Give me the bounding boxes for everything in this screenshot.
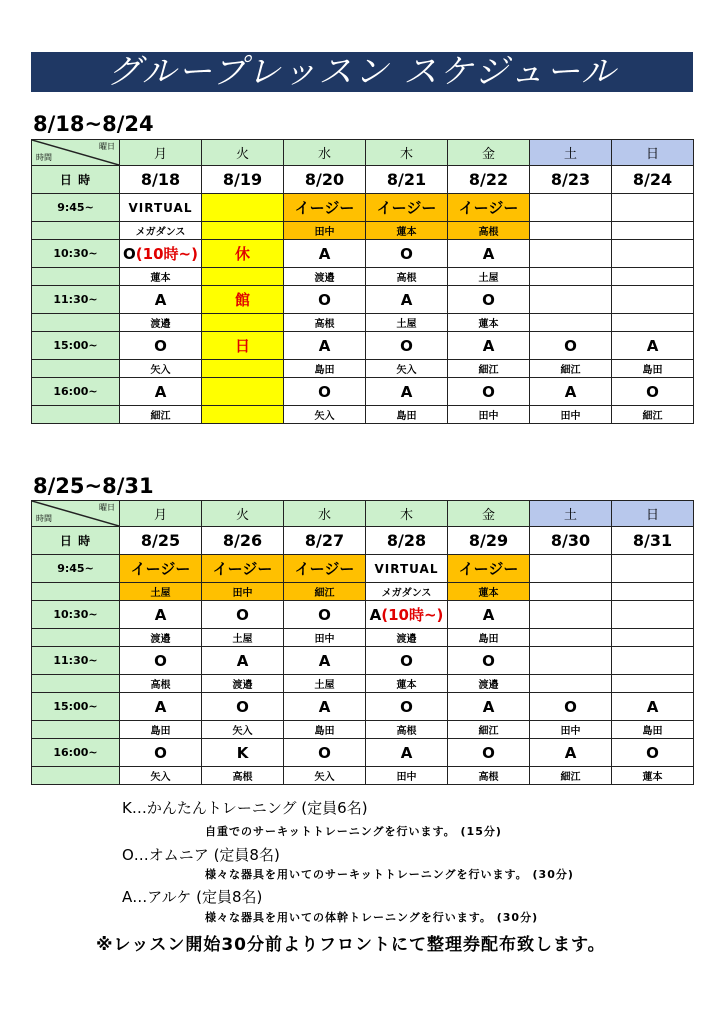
class-code: A <box>400 382 413 401</box>
date-cell: 8/19 <box>202 166 284 194</box>
instructor-cell: 島田 <box>366 406 448 424</box>
class-code: O <box>646 743 659 762</box>
class-code: A <box>400 290 413 309</box>
class-code: O <box>564 336 577 355</box>
class-cell <box>284 378 366 406</box>
class-code: イージー <box>458 560 519 578</box>
instructor-cell: 細江 <box>284 583 366 601</box>
class-code: O <box>482 743 495 762</box>
instructor-row <box>32 268 694 286</box>
corner-time-label: 時間 <box>36 153 52 162</box>
class-row <box>32 647 694 675</box>
instructor-cell: 土屋 <box>202 629 284 647</box>
class-cell <box>202 555 284 583</box>
time-spacer-cell <box>32 360 120 378</box>
class-cell <box>612 378 694 406</box>
corner-cell <box>32 140 120 166</box>
class-cell <box>448 693 530 721</box>
time-cell: 15:00~ <box>32 693 120 721</box>
class-cell <box>284 286 366 314</box>
empty-instructor-cell <box>612 629 694 647</box>
class-cell <box>120 378 202 406</box>
weekday-cell: 月 <box>120 140 202 166</box>
time-cell: 10:30~ <box>32 240 120 268</box>
weekday-header-row <box>32 501 694 527</box>
empty-class-cell <box>530 601 612 629</box>
class-code: O <box>154 336 167 355</box>
page-title: グループレッスン スケジュール <box>31 52 693 92</box>
class-code: O <box>123 245 136 263</box>
class-cell <box>366 693 448 721</box>
empty-instructor-cell <box>530 675 612 693</box>
empty-class-cell <box>612 194 694 222</box>
class-code: O <box>318 743 331 762</box>
class-code: イージー <box>294 560 355 578</box>
empty-class-cell <box>530 194 612 222</box>
time-spacer-cell <box>32 222 120 240</box>
class-code: VIRTUAL <box>374 561 439 576</box>
weekday-cell: 火 <box>202 140 284 166</box>
class-cell <box>120 601 202 629</box>
class-cell <box>448 194 530 222</box>
time-spacer-cell <box>32 629 120 647</box>
instructor-row <box>32 406 694 424</box>
instructor-cell: 蓮本 <box>120 268 202 286</box>
class-code: A <box>154 382 167 401</box>
class-cell <box>530 378 612 406</box>
instructor-cell: 渡邉 <box>448 675 530 693</box>
instructor-cell: 島田 <box>120 721 202 739</box>
instructor-cell: 田中 <box>530 721 612 739</box>
class-row <box>32 286 694 314</box>
class-cell <box>366 555 448 583</box>
class-cell <box>366 240 448 268</box>
time-cell: 16:00~ <box>32 378 120 406</box>
empty-instructor-cell <box>530 629 612 647</box>
class-code: O <box>564 697 577 716</box>
empty-class-cell <box>612 601 694 629</box>
corner-time-label: 時間 <box>36 514 52 523</box>
instructor-cell: 細江 <box>120 406 202 424</box>
class-cell <box>448 555 530 583</box>
class-cell <box>284 601 366 629</box>
instructor-cell: 高根 <box>284 314 366 332</box>
class-code: O <box>482 290 495 309</box>
class-code: イージー <box>212 560 273 578</box>
time-cell: 16:00~ <box>32 739 120 767</box>
class-cell <box>120 240 202 268</box>
class-code: O <box>646 382 659 401</box>
instructor-row <box>32 222 694 240</box>
instructor-row <box>32 721 694 739</box>
class-cell <box>530 739 612 767</box>
class-code: A <box>400 743 413 762</box>
empty-instructor-cell <box>612 268 694 286</box>
week1-schedule-table <box>31 139 694 424</box>
class-cell <box>284 240 366 268</box>
class-code: O <box>154 743 167 762</box>
instructor-cell: 田中 <box>284 222 366 240</box>
instructor-cell: 高根 <box>366 721 448 739</box>
instructor-cell: 細江 <box>448 360 530 378</box>
date-cell: 8/25 <box>120 527 202 555</box>
time-cell: 11:30~ <box>32 647 120 675</box>
class-code: O <box>482 382 495 401</box>
empty-instructor-cell <box>612 314 694 332</box>
class-cell <box>530 693 612 721</box>
class-code: 休 <box>234 245 250 263</box>
class-row <box>32 739 694 767</box>
instructor-cell: 矢入 <box>284 767 366 785</box>
instructor-cell: 田中 <box>530 406 612 424</box>
empty-class-cell <box>612 647 694 675</box>
date-row <box>32 527 694 555</box>
time-spacer-cell <box>32 406 120 424</box>
instructor-cell: 土屋 <box>448 268 530 286</box>
empty-class-cell <box>530 286 612 314</box>
date-cell: 8/21 <box>366 166 448 194</box>
class-code: O <box>154 651 167 670</box>
instructor-row <box>32 360 694 378</box>
time-spacer-cell <box>32 314 120 332</box>
class-cell <box>202 647 284 675</box>
class-code: A <box>318 651 331 670</box>
class-code: O <box>318 382 331 401</box>
instructor-cell: 蓮本 <box>366 222 448 240</box>
class-code: A <box>482 697 495 716</box>
class-cell <box>612 739 694 767</box>
date-cell: 8/28 <box>366 527 448 555</box>
week1-label: 8/18~8/24 <box>33 112 154 136</box>
class-cell <box>202 601 284 629</box>
class-row <box>32 601 694 629</box>
date-cell: 8/23 <box>530 166 612 194</box>
class-code: O <box>400 244 413 263</box>
class-cell <box>202 693 284 721</box>
empty-instructor-cell <box>530 314 612 332</box>
instructor-cell: 田中 <box>366 767 448 785</box>
legend-k-title: K…かんたんトレーニング (定員6名) <box>122 799 368 817</box>
class-cell <box>448 286 530 314</box>
empty-instructor-cell <box>202 222 284 240</box>
class-cell <box>284 693 366 721</box>
date-cell: 8/31 <box>612 527 694 555</box>
empty-class-cell <box>612 286 694 314</box>
weekday-header-row <box>32 140 694 166</box>
class-code: A <box>318 336 331 355</box>
time-spacer-cell <box>32 767 120 785</box>
instructor-row <box>32 629 694 647</box>
class-code: 日 <box>234 337 250 355</box>
instructor-cell: 渡邉 <box>202 675 284 693</box>
instructor-cell: 細江 <box>612 406 694 424</box>
class-cell <box>120 647 202 675</box>
instructor-cell: 細江 <box>448 721 530 739</box>
class-cell <box>612 332 694 360</box>
time-cell: 9:45~ <box>32 555 120 583</box>
instructor-cell: 田中 <box>284 629 366 647</box>
class-code: O <box>482 651 495 670</box>
empty-instructor-cell <box>612 583 694 601</box>
instructor-row <box>32 583 694 601</box>
empty-class-cell <box>530 647 612 675</box>
class-code: A <box>318 697 331 716</box>
class-cell <box>366 286 448 314</box>
class-cell <box>448 240 530 268</box>
instructor-cell: 島田 <box>612 721 694 739</box>
weekday-cell: 土 <box>530 501 612 527</box>
empty-instructor-cell <box>530 268 612 286</box>
class-cell <box>202 240 284 268</box>
empty-instructor-cell <box>612 675 694 693</box>
empty-class-cell <box>202 194 284 222</box>
class-cell <box>448 647 530 675</box>
empty-class-cell <box>530 240 612 268</box>
class-cell <box>120 194 202 222</box>
weekday-cell: 木 <box>366 501 448 527</box>
start-10am-note: (10時~) <box>135 245 198 263</box>
class-code: VIRTUAL <box>128 200 193 215</box>
time-cell: 15:00~ <box>32 332 120 360</box>
instructor-cell: 島田 <box>284 360 366 378</box>
weekday-cell: 金 <box>448 140 530 166</box>
instructor-cell: 土屋 <box>366 314 448 332</box>
class-row <box>32 555 694 583</box>
weekday-cell: 土 <box>530 140 612 166</box>
instructor-cell: 渡邉 <box>120 314 202 332</box>
empty-class-cell <box>530 555 612 583</box>
class-code: 館 <box>234 291 250 309</box>
class-cell <box>284 647 366 675</box>
instructor-cell: 田中 <box>202 583 284 601</box>
weekday-cell: 水 <box>284 140 366 166</box>
class-code: A <box>154 697 167 716</box>
time-cell: 10:30~ <box>32 601 120 629</box>
week2-label: 8/25~8/31 <box>33 474 154 498</box>
legend-a-title: A…アルケ (定員8名) <box>122 888 263 906</box>
empty-instructor-cell <box>202 360 284 378</box>
class-row <box>32 240 694 268</box>
date-cell: 8/22 <box>448 166 530 194</box>
date-cell: 8/26 <box>202 527 284 555</box>
class-cell <box>448 601 530 629</box>
class-code: A <box>482 336 495 355</box>
class-code: O <box>400 697 413 716</box>
instructor-cell: 島田 <box>284 721 366 739</box>
instructor-cell: 矢入 <box>120 767 202 785</box>
instructor-cell: メガダンス <box>366 583 448 601</box>
empty-instructor-cell <box>612 222 694 240</box>
class-cell <box>612 693 694 721</box>
class-cell <box>366 194 448 222</box>
weekday-cell: 金 <box>448 501 530 527</box>
class-code: A <box>564 382 577 401</box>
instructor-cell: 蓮本 <box>448 583 530 601</box>
instructor-cell: 田中 <box>448 406 530 424</box>
weekday-cell: 木 <box>366 140 448 166</box>
weekday-cell: 日 <box>612 501 694 527</box>
time-cell: 11:30~ <box>32 286 120 314</box>
date-cell: 8/24 <box>612 166 694 194</box>
time-spacer-cell <box>32 721 120 739</box>
ticket-notice: ※レッスン開始30分前よりフロントにて整理券配布致します。 <box>96 935 606 955</box>
class-cell <box>284 555 366 583</box>
instructor-cell: 矢入 <box>366 360 448 378</box>
empty-instructor-cell <box>202 314 284 332</box>
empty-instructor-cell <box>530 222 612 240</box>
instructor-cell: 矢入 <box>120 360 202 378</box>
class-cell <box>120 286 202 314</box>
legend-o-description: 様々な器具を用いてのサーキットトレーニングを行います。 (30分) <box>205 868 574 881</box>
instructor-cell: 矢入 <box>202 721 284 739</box>
class-cell <box>120 693 202 721</box>
class-code: A <box>369 606 382 624</box>
empty-class-cell <box>612 555 694 583</box>
date-label-cell: 日 時 <box>32 527 120 555</box>
legend-a-description: 様々な器具を用いての体幹トレーニングを行います。 (30分) <box>205 911 539 924</box>
instructor-cell: メガダンス <box>120 222 202 240</box>
weekday-cell: 水 <box>284 501 366 527</box>
class-code: K <box>236 743 249 762</box>
corner-cell <box>32 501 120 527</box>
class-cell <box>284 194 366 222</box>
class-cell <box>448 378 530 406</box>
instructor-row <box>32 767 694 785</box>
time-spacer-cell <box>32 675 120 693</box>
class-cell <box>284 332 366 360</box>
instructor-cell: 島田 <box>612 360 694 378</box>
class-row <box>32 693 694 721</box>
class-code: イージー <box>130 560 191 578</box>
empty-class-cell <box>202 378 284 406</box>
class-cell <box>120 555 202 583</box>
corner-day-label: 曜日 <box>99 142 115 151</box>
class-code: イージー <box>376 199 437 217</box>
class-cell <box>366 601 448 629</box>
date-cell: 8/20 <box>284 166 366 194</box>
instructor-cell: 高根 <box>448 222 530 240</box>
empty-instructor-cell <box>202 268 284 286</box>
instructor-cell: 細江 <box>530 767 612 785</box>
class-code: A <box>154 605 167 624</box>
class-cell <box>120 739 202 767</box>
class-code: O <box>400 651 413 670</box>
date-cell: 8/27 <box>284 527 366 555</box>
weekday-cell: 火 <box>202 501 284 527</box>
class-code: O <box>236 697 249 716</box>
class-code: A <box>236 651 249 670</box>
instructor-cell: 高根 <box>366 268 448 286</box>
empty-class-cell <box>612 240 694 268</box>
class-code: イージー <box>458 199 519 217</box>
corner-day-label: 曜日 <box>99 503 115 512</box>
date-cell: 8/30 <box>530 527 612 555</box>
class-row <box>32 194 694 222</box>
class-cell <box>366 739 448 767</box>
class-code: O <box>318 605 331 624</box>
instructor-cell: 高根 <box>202 767 284 785</box>
date-label-cell: 日 時 <box>32 166 120 194</box>
class-code: A <box>564 743 577 762</box>
time-cell: 9:45~ <box>32 194 120 222</box>
class-cell <box>366 332 448 360</box>
instructor-cell: 渡邉 <box>284 268 366 286</box>
class-cell <box>202 332 284 360</box>
instructor-cell: 矢入 <box>284 406 366 424</box>
class-cell <box>448 739 530 767</box>
instructor-cell: 高根 <box>120 675 202 693</box>
legend-k-description: 自重でのサーキットトレーニングを行います。 (15分) <box>205 825 502 838</box>
instructor-cell: 高根 <box>448 767 530 785</box>
date-row <box>32 166 694 194</box>
weekday-cell: 日 <box>612 140 694 166</box>
instructor-cell: 渡邉 <box>366 629 448 647</box>
class-code: A <box>646 336 659 355</box>
class-code: A <box>154 290 167 309</box>
class-code: O <box>236 605 249 624</box>
week2-schedule-table <box>31 500 694 785</box>
class-code: A <box>318 244 331 263</box>
instructor-cell: 土屋 <box>284 675 366 693</box>
class-code: イージー <box>294 199 355 217</box>
class-cell <box>366 378 448 406</box>
class-cell <box>284 739 366 767</box>
class-code: A <box>482 605 495 624</box>
instructor-cell: 土屋 <box>120 583 202 601</box>
instructor-cell: 蓮本 <box>366 675 448 693</box>
time-spacer-cell <box>32 583 120 601</box>
instructor-row <box>32 314 694 332</box>
class-row <box>32 378 694 406</box>
class-cell <box>202 286 284 314</box>
empty-instructor-cell <box>530 583 612 601</box>
class-cell <box>366 647 448 675</box>
class-code: A <box>646 697 659 716</box>
date-cell: 8/18 <box>120 166 202 194</box>
instructor-cell: 島田 <box>448 629 530 647</box>
class-cell <box>120 332 202 360</box>
start-10am-note: (10時~) <box>381 606 444 624</box>
instructor-row <box>32 675 694 693</box>
instructor-cell: 細江 <box>530 360 612 378</box>
class-cell <box>202 739 284 767</box>
class-row <box>32 332 694 360</box>
class-cell <box>530 332 612 360</box>
class-code: A <box>482 244 495 263</box>
date-cell: 8/29 <box>448 527 530 555</box>
empty-instructor-cell <box>202 406 284 424</box>
class-code: O <box>400 336 413 355</box>
instructor-cell: 蓮本 <box>612 767 694 785</box>
legend-o-title: O…オムニア (定員8名) <box>122 846 280 864</box>
instructor-cell: 蓮本 <box>448 314 530 332</box>
weekday-cell: 月 <box>120 501 202 527</box>
time-spacer-cell <box>32 268 120 286</box>
class-cell <box>448 332 530 360</box>
instructor-cell: 渡邉 <box>120 629 202 647</box>
class-code: O <box>318 290 331 309</box>
